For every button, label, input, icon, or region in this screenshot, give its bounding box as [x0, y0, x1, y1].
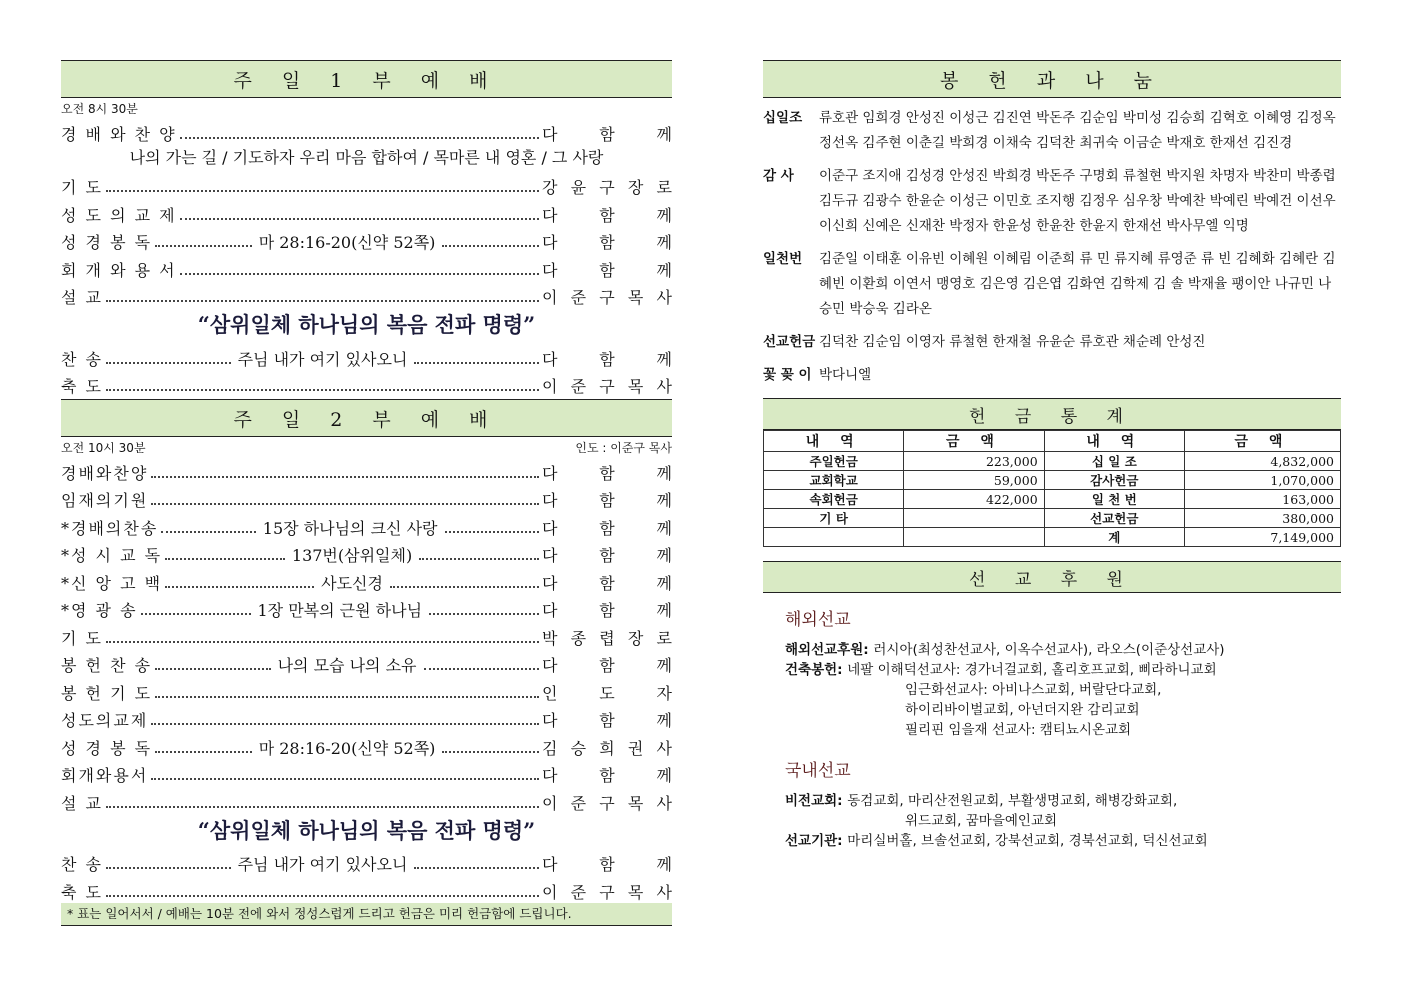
order-label: 기 도	[61, 628, 103, 648]
mission-line-text: 러시아(최성찬선교사, 이옥수선교사), 라오스(이준상선교사)	[873, 642, 1225, 658]
order-label: *신 앙 고 백	[61, 573, 163, 593]
order-person	[542, 736, 672, 759]
order-detail: 마 28:16-20(신약 52쪽)	[258, 738, 436, 758]
person-char: 로	[656, 178, 672, 197]
person-char: 구	[599, 288, 615, 307]
service1-title: 주 일 1 부 예 배	[61, 60, 672, 98]
mission-line	[785, 831, 1341, 851]
person-char: 사	[656, 793, 672, 813]
order-person	[542, 285, 672, 308]
leader-dots	[442, 245, 539, 247]
order-detail: 주님 내가 여기 있사오니	[237, 855, 408, 874]
order-row	[61, 621, 672, 649]
order-person	[542, 763, 672, 786]
service2-leader: 인도 : 이준구 목사	[575, 441, 672, 455]
offering-group	[763, 164, 1341, 239]
order-label: 성 경 봉 독	[61, 738, 153, 758]
order-person	[542, 258, 672, 281]
person-char: 다	[542, 573, 558, 593]
stats-item: 기 타	[764, 509, 904, 528]
leader-dots	[106, 190, 539, 192]
order-label: 회개와용서	[61, 766, 149, 785]
order-label: 찬 송	[61, 855, 103, 874]
person-char: 준	[570, 793, 587, 813]
order-label: 기 도	[61, 178, 103, 197]
stats-item: 선교헌금	[1044, 509, 1184, 528]
offering-title: 봉 헌 과 나 눔	[763, 60, 1341, 98]
order-label: 축 도	[61, 377, 103, 396]
person-char: 박	[542, 628, 558, 648]
stats-amount: 163,000	[1184, 490, 1340, 509]
stats-item: 주일헌금	[764, 452, 904, 471]
service1-time	[61, 102, 672, 117]
mission-line	[785, 811, 1341, 831]
order-row	[61, 566, 672, 594]
overseas-mission-heading: 해외선교	[785, 610, 851, 630]
leader-dots	[155, 245, 252, 247]
order-row	[61, 848, 672, 876]
order-label: *성 시 교 독	[61, 546, 163, 565]
person-char: 함	[599, 124, 615, 144]
offering-group-label: 꽃 꽂 이	[763, 367, 812, 383]
offering-column	[763, 60, 1341, 851]
order-row	[61, 117, 672, 145]
person-char: 이	[542, 377, 558, 396]
leader-dots	[155, 751, 252, 753]
order-label: 임재의기원	[61, 491, 149, 510]
offering-group	[763, 247, 1341, 322]
person-char: 김	[542, 738, 558, 758]
leader-dots	[414, 867, 539, 869]
person-char: 다	[542, 518, 558, 538]
offering-group-names: 김준일 이태훈 이유빈 이혜원 이혜림 이준희 류 민 류지혜 류영준 류 빈 김혜화 김혜란 김혜빈 이환희 이연서 맹영호 김은영 김은엽 김화연 김학제 김 솔 박재율 팽이안 나규민 나승민 박승욱 김라온	[819, 251, 1336, 317]
person-char: 구	[599, 793, 615, 813]
stats-item	[764, 528, 904, 547]
person-char: 께	[656, 573, 673, 593]
person-char: 구	[599, 882, 615, 902]
service2-meta	[61, 441, 672, 456]
order-label: 봉 헌 기 도	[61, 683, 153, 703]
stats-amount: 223,000	[904, 452, 1044, 471]
mission-line-text: 동검교회, 마리산전원교회, 부활생명교회, 해병강화교회,	[847, 793, 1178, 809]
person-char: 다	[542, 656, 558, 675]
person-char: 께	[656, 463, 672, 483]
order-person	[542, 598, 672, 621]
person-char: 사	[656, 377, 672, 396]
leader-dots	[106, 867, 231, 869]
stats-amount	[904, 528, 1044, 547]
mission-line	[785, 680, 1341, 700]
order-detail: 137번(삼위일체)	[291, 546, 413, 565]
offering-group	[763, 106, 1341, 156]
stats-amount: 380,000	[1184, 509, 1340, 528]
order-label: *경배의찬송	[61, 518, 159, 538]
person-char: 께	[656, 546, 672, 565]
leader-dots	[429, 613, 539, 615]
person-char: 함	[599, 573, 615, 593]
leader-dots	[424, 668, 540, 670]
person-char: 권	[627, 738, 644, 758]
person-char: 함	[599, 656, 615, 675]
order-row	[61, 511, 672, 539]
order-label: 봉 헌 찬 송	[61, 656, 153, 675]
mission-line-text: 마리실버홀, 브솔선교회, 강북선교회, 경북선교회, 덕신선교회	[847, 833, 1208, 849]
mission-line	[785, 720, 1341, 740]
order-row	[61, 731, 672, 759]
stats-amount: 422,000	[904, 490, 1044, 509]
leader-dots	[151, 723, 539, 725]
stats-amount: 4,832,000	[1184, 452, 1340, 471]
order-row	[61, 198, 672, 226]
stats-row	[764, 471, 1341, 490]
order-person	[542, 175, 672, 198]
person-char: 함	[599, 491, 615, 510]
offering-group-label: 감 사	[763, 168, 794, 184]
person-char: 다	[542, 601, 558, 620]
order-label: 성 도 의 교 제	[61, 205, 177, 225]
person-char: 께	[656, 233, 672, 252]
order-label: 경 배 와 찬 양	[61, 124, 177, 144]
service1-hymns: 나의 가는 길 / 기도하자 우리 마음 합하여 / 목마른 내 영혼 / 그 사랑	[129, 147, 604, 167]
stats-item: 일 천 번	[1044, 490, 1184, 509]
order-row	[61, 539, 672, 567]
offering-group	[763, 330, 1341, 355]
person-char: 께	[656, 349, 673, 369]
person-char: 강	[542, 178, 558, 197]
order-detail: 마 28:16-20(신약 52쪽)	[258, 233, 436, 252]
person-char: 목	[627, 288, 644, 307]
person-char: 께	[656, 855, 673, 874]
person-char: 승	[570, 738, 587, 758]
person-char: 함	[599, 260, 615, 280]
person-char: 준	[570, 288, 587, 307]
leader-dots	[106, 362, 231, 364]
service2-title: 주 일 2 부 예 배	[61, 399, 672, 437]
offering-group-names: 이준구 조지애 김성경 안성진 박희경 박돈주 구명회 류철현 박지원 차명자 박찬미 박종렵 김두규 김광수 한윤순 이성근 이민호 조지행 김정우 심우창 박예찬 박예린 박예건 이선우 이신희 신예은 신재찬 박정자 한윤성 한윤찬 한윤지 한재선 박사무엘 익명	[819, 168, 1336, 234]
service-note: * 표는 일어서서 / 예배는 10분 전에 와서 정성스럽게 드리고 헌금은 미리 헌금함에 드립니다.	[61, 903, 672, 926]
person-char: 함	[599, 855, 615, 874]
person-char: 종	[570, 628, 587, 648]
order-label: 성도의교제	[61, 711, 149, 730]
order-row	[61, 456, 672, 484]
order-label: 성 경 봉 독	[61, 233, 153, 252]
mission-line	[785, 791, 1341, 811]
person-char: 함	[599, 463, 615, 483]
stats-row	[764, 528, 1341, 547]
mission-line	[785, 640, 1341, 660]
person-char: 목	[627, 793, 644, 813]
worship-column	[61, 60, 672, 926]
person-char: 사	[656, 288, 672, 307]
order-person	[542, 791, 672, 814]
person-char: 다	[542, 349, 558, 369]
person-char: 사	[656, 738, 672, 758]
order-person	[542, 347, 672, 370]
person-char: 준	[570, 882, 587, 902]
person-char: 께	[656, 766, 672, 785]
person-char: 다	[542, 766, 558, 785]
person-char: 다	[542, 124, 558, 144]
person-char: 함	[599, 601, 615, 620]
person-char: 이	[542, 882, 558, 902]
order-row	[61, 786, 672, 814]
person-char: 구	[599, 377, 615, 396]
stats-amount: 7,149,000	[1184, 528, 1340, 547]
stats-row	[764, 452, 1341, 471]
order-person	[542, 122, 672, 145]
person-char: 렵	[599, 628, 615, 648]
order-row	[61, 281, 672, 309]
service1-time-text: 오전 8시 30분	[61, 102, 138, 116]
person-char: 목	[627, 377, 644, 396]
person-char: 인	[542, 683, 558, 703]
order-row	[61, 704, 672, 732]
leader-dots	[390, 586, 539, 588]
stats-item: 계	[1044, 528, 1184, 547]
order-row	[61, 759, 672, 787]
order-label: 설 교	[61, 793, 103, 813]
order-person	[542, 880, 672, 903]
order-label: 경배와찬양	[61, 463, 149, 483]
leader-dots	[180, 218, 539, 220]
order-row	[61, 875, 672, 903]
order-person	[542, 230, 672, 253]
mission-line-text: 필리핀 임을재 선교사: 캠티뇨시온교회	[905, 722, 1132, 738]
person-char: 목	[627, 882, 644, 902]
person-char: 함	[599, 205, 615, 225]
person-char: 함	[599, 349, 615, 369]
person-char: 이	[542, 288, 558, 307]
overseas-mission-list	[785, 640, 1341, 740]
service1-sermon-title: “삼위일체 하나님의 복음 전파 명령”	[197, 312, 536, 337]
person-char: 함	[599, 546, 615, 565]
person-char: 께	[656, 260, 672, 280]
order-row	[61, 484, 672, 512]
leader-dots	[141, 613, 251, 615]
order-row	[61, 226, 672, 254]
order-person	[542, 374, 672, 397]
person-char: 께	[656, 205, 672, 225]
person-char: 께	[656, 124, 672, 144]
order-person	[542, 681, 672, 704]
person-char: 다	[542, 463, 558, 483]
person-char: 이	[542, 793, 558, 813]
stats-header: 금 액	[1184, 431, 1340, 452]
mission-line	[785, 700, 1341, 720]
person-char: 께	[656, 711, 672, 730]
order-person	[542, 203, 672, 226]
person-char: 함	[599, 233, 615, 252]
stats-amount: 59,000	[904, 471, 1044, 490]
person-char: 도	[599, 683, 615, 703]
leader-dots	[155, 696, 539, 698]
leader-dots	[414, 362, 539, 364]
service2-time: 오전 10시 30분	[61, 441, 146, 455]
order-detail: 주님 내가 여기 있사오니	[237, 349, 408, 369]
leader-dots	[106, 895, 539, 897]
order-detail: 1장 만복의 근원 하나님	[257, 601, 423, 620]
person-char: 함	[599, 766, 615, 785]
person-char: 다	[542, 491, 558, 510]
order-label: 찬 송	[61, 349, 103, 369]
order-row	[61, 342, 672, 370]
mission-line-label: 해외선교후원:	[785, 642, 874, 658]
person-char: 다	[542, 855, 558, 874]
offering-group-names: 김덕찬 김순임 이영자 류철현 한재철 유윤순 류호관 채순례 안성진	[819, 334, 1206, 350]
order-person	[542, 653, 672, 676]
mission-line-label: 선교기관:	[785, 833, 848, 849]
leader-dots	[151, 503, 539, 505]
person-char: 께	[656, 601, 672, 620]
person-char: 사	[656, 882, 672, 902]
person-char: 께	[656, 518, 673, 538]
order-detail: 사도신경	[321, 573, 383, 593]
mission-line-label: 건축봉헌:	[785, 662, 848, 678]
leader-dots	[442, 751, 539, 753]
leader-dots	[165, 558, 285, 560]
order-person	[542, 488, 672, 511]
leader-dots	[151, 778, 539, 780]
person-char: 윤	[570, 178, 587, 197]
person-char: 다	[542, 546, 558, 565]
order-detail: 15장 하나님의 크신 사랑	[262, 518, 438, 538]
leader-dots	[445, 531, 540, 533]
order-label: 회 개 와 용 서	[61, 260, 177, 280]
order-row	[61, 253, 672, 281]
stats-header: 내 역	[764, 431, 904, 452]
order-person	[542, 852, 672, 875]
stats-row	[764, 490, 1341, 509]
person-char: 장	[627, 628, 644, 648]
order-row	[61, 594, 672, 622]
order-label: 설 교	[61, 288, 103, 307]
leader-dots	[161, 531, 256, 533]
order-person	[542, 626, 672, 649]
offering-group-names: 류호관 임희경 안성진 이성근 김진연 박돈주 김순임 박미성 김승희 김혁호 이혜영 김정옥 정선옥 김주현 이춘길 박희경 이채숙 김덕찬 최귀숙 이금순 박재호 한재선 김진경	[819, 110, 1336, 151]
order-person	[542, 461, 672, 484]
person-char: 다	[542, 711, 558, 730]
mission-line-text: 위드교회, 꿈마을예인교회	[905, 813, 1058, 829]
offering-group-names: 박다니엘	[819, 367, 872, 383]
domestic-mission-list	[785, 791, 1341, 851]
person-char: 다	[542, 205, 558, 225]
order-person	[542, 516, 672, 539]
offering-group-label: 일천번	[763, 251, 803, 267]
mission-line-text: 네팔 이해덕선교사: 경가너걸교회, 홀리호프교회, 삐라하니교회	[847, 662, 1217, 678]
mission-line-label: 비전교회:	[785, 793, 848, 809]
stats-item: 십 일 조	[1044, 452, 1184, 471]
order-detail: 나의 모습 나의 소유	[277, 656, 417, 675]
order-row	[61, 370, 672, 398]
person-char: 다	[542, 233, 558, 252]
leader-dots	[180, 273, 539, 275]
offering-stats-table	[763, 430, 1341, 547]
offering-group-label: 십일조	[763, 110, 803, 126]
domestic-mission-heading: 국내선교	[785, 761, 851, 781]
order-person	[542, 708, 672, 731]
order-row	[61, 676, 672, 704]
order-label: 축 도	[61, 882, 103, 902]
person-char: 장	[627, 178, 644, 197]
person-char: 께	[656, 656, 672, 675]
leader-dots	[151, 476, 539, 478]
mission-line-text: 하이리바이벌교회, 아넌더지완 감리교회	[905, 702, 1140, 718]
person-char: 준	[570, 377, 587, 396]
leader-dots	[155, 668, 271, 670]
stats-item: 속회헌금	[764, 490, 904, 509]
person-char: 희	[599, 738, 615, 758]
service2-sermon-title: “삼위일체 하나님의 복음 전파 명령”	[197, 817, 536, 843]
order-row	[61, 649, 672, 677]
stats-item: 교회학교	[764, 471, 904, 490]
person-char: 께	[656, 491, 672, 510]
offering-groups	[763, 106, 1341, 388]
stats-header: 금 액	[904, 431, 1044, 452]
person-char: 자	[656, 683, 672, 703]
person-char: 함	[599, 518, 615, 538]
person-char: 함	[599, 711, 615, 730]
stats-row	[764, 509, 1341, 528]
mission-line	[785, 660, 1341, 680]
leader-dots	[106, 641, 539, 643]
order-person	[542, 571, 672, 594]
mission-line-text: 임근화선교사: 아비나스교회, 버랄단다교회,	[905, 682, 1162, 698]
stats-amount	[904, 509, 1044, 528]
order-label: *영 광 송	[61, 601, 138, 620]
stats-title: 헌 금 통 계	[763, 398, 1341, 430]
offering-group-label: 선교헌금	[763, 334, 816, 350]
leader-dots	[106, 389, 539, 391]
stats-header: 내 역	[1044, 431, 1184, 452]
person-char: 로	[656, 628, 672, 648]
leader-dots	[419, 558, 539, 560]
stats-item: 감사헌금	[1044, 471, 1184, 490]
mission-title: 선 교 후 원	[763, 561, 1341, 593]
order-row	[61, 171, 672, 199]
order-person	[542, 543, 672, 566]
leader-dots	[106, 806, 539, 808]
stats-amount: 1,070,000	[1184, 471, 1340, 490]
leader-dots	[106, 300, 539, 302]
person-char: 다	[542, 260, 558, 280]
offering-group	[763, 363, 1341, 388]
leader-dots	[180, 137, 539, 139]
person-char: 구	[599, 178, 615, 197]
leader-dots	[165, 586, 314, 588]
